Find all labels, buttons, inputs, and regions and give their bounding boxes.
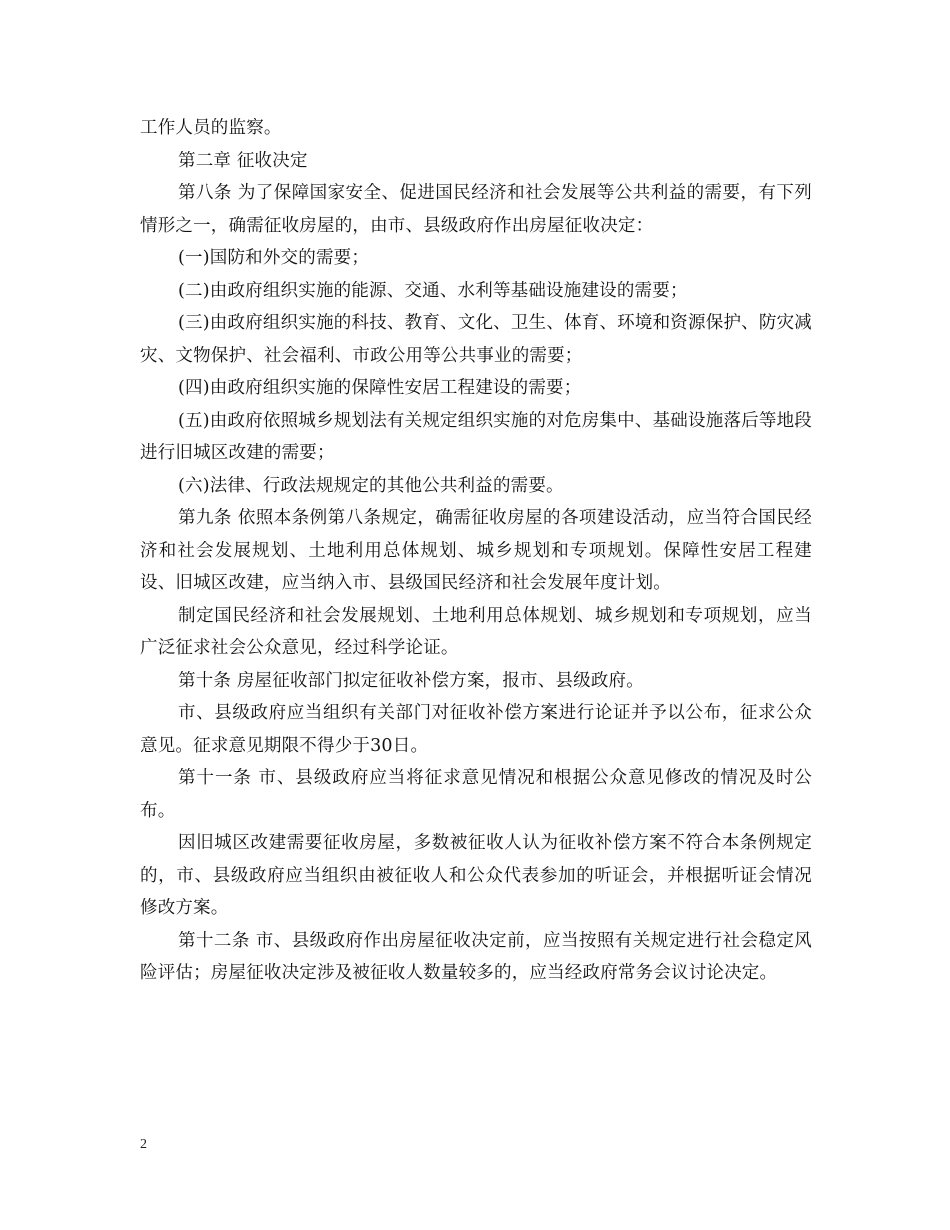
- article-11: 第十一条 市、县级政府应当将征求意见情况和根据公众意见修改的情况及时公布。: [140, 768, 812, 821]
- article-10: 第十条 房屋征收部门拟定征收补偿方案，报市、县级政府。: [178, 670, 644, 691]
- article-9-paragraph-2: 制定国民经济和社会发展规划、土地利用总体规划、城乡规划和专项规划，应当广泛征求社会公众意见，经过科学论证。: [140, 605, 812, 658]
- article-8-item-3: (三)由政府组织实施的科技、教育、文化、卫生、体育、环境和资源保护、防灾减灾、文物保护、社会福利、市政公用等公共事业的需要；: [140, 313, 812, 366]
- article-8-item-4: (四)由政府组织实施的保障性安居工程建设的需要；: [178, 378, 582, 398]
- article-8-item-6: (六)法律、行政法规规定的其他公共利益的需要。: [178, 475, 564, 496]
- article-8-item-2: (二)由政府组织实施的能源、交通、水利等基础设施建设的需要；: [178, 280, 688, 301]
- document-body: [140, 112, 812, 990]
- article-11-paragraph-2: 因旧城区改建需要征收房屋，多数被征收人认为征收补偿方案不符合本条例规定的，市、县级政府应当组织由被征收人和公众代表参加的听证会，并根据听证会情况修改方案。: [140, 833, 812, 918]
- article-8: 第八条 为了保障国家安全、促进国民经济和社会发展等公共利益的需要，有下列情形之一，确需征收房屋的，由市、县级政府作出房屋征收决定：: [140, 183, 812, 236]
- article-8-item-1: (一)国防和外交的需要；: [178, 248, 370, 268]
- chapter-heading: 第二章 征收决定: [178, 150, 308, 171]
- paragraph-continuation: 工作人员的监察。: [140, 118, 282, 138]
- page-number: 2: [140, 1137, 147, 1152]
- article-8-item-5: (五)由政府依照城乡规划法有关规定组织实施的对危房集中、基础设施落后等地段进行旧城区改建的需要；: [140, 410, 812, 463]
- article-9: 第九条 依照本条例第八条规定，确需征收房屋的各项建设活动，应当符合国民经济和社会发展规划、土地利用总体规划、城乡规划和专项规划。保障性安居工程建设、旧城区改建，应当纳入市、县级国民经济和社会发展年度计划。: [140, 508, 812, 593]
- article-12: 第十二条 市、县级政府作出房屋征收决定前，应当按照有关规定进行社会稳定风险评估；房屋征收决定涉及被征收人数量较多的，应当经政府常务会议讨论决定。: [140, 930, 812, 983]
- article-10-paragraph-2: 市、县级政府应当组织有关部门对征收补偿方案进行论证并予以公布，征求公众意见。征求意见期限不得少于30日。: [140, 703, 812, 756]
